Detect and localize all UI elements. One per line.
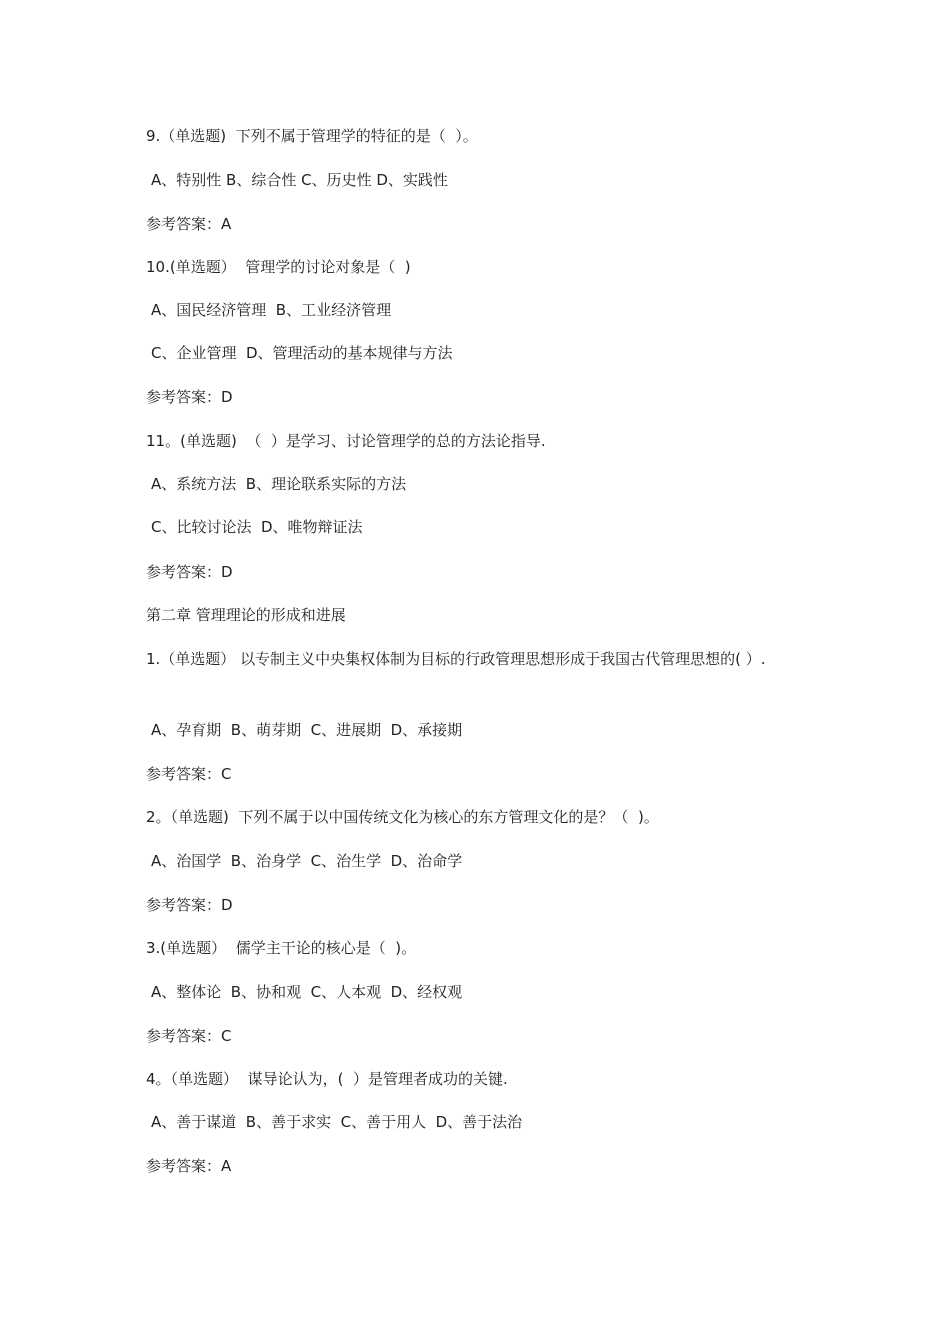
question-9-answer: 参考答案：A (146, 215, 232, 233)
ch2-question-3: 3.(单选题） 儒学主干论的核心是（ )。 (146, 939, 417, 957)
chapter-heading: 第二章 管理理论的形成和进展 (146, 606, 346, 624)
question-9: 9.（单选题) 下列不属于管理学的特征的是（ ）。 (146, 127, 478, 145)
ch2-question-4: 4。（单选题） 谋导论认为，( ）是管理者成功的关键. (146, 1070, 508, 1088)
question-10: 10.(单选题） 管理学的讨论对象是（ ) (146, 258, 411, 276)
ch2-question-4-options: A、善于谋道 B、善于求实 C、善于用人 D、善于法治 (151, 1113, 523, 1131)
question-10-options-cd: C、企业管理 D、管理活动的基本规律与方法 (151, 344, 453, 362)
ch2-question-1: 1.（单选题） 以专制主义中央集权体制为目标的行政管理思想形成于我国古代管理思想的( ）. (146, 650, 766, 668)
ch2-question-2: 2。（单选题) 下列不属于以中国传统文化为核心的东方管理文化的是？（ )。 (146, 808, 659, 826)
ch2-question-3-answer: 参考答案：C (146, 1027, 232, 1045)
question-11-answer: 参考答案：D (146, 563, 233, 581)
question-10-answer: 参考答案：D (146, 388, 233, 406)
ch2-question-3-options: A、整体论 B、协和观 C、人本观 D、经权观 (151, 983, 463, 1001)
ch2-question-1-options: A、孕育期 B、萌芽期 C、进展期 D、承接期 (151, 721, 463, 739)
question-11-options-ab: A、系统方法 B、理论联系实际的方法 (151, 475, 407, 493)
ch2-question-2-options: A、治国学 B、治身学 C、治生学 D、治命学 (151, 852, 463, 870)
question-10-options-ab: A、国民经济管理 B、工业经济管理 (151, 301, 392, 319)
ch2-question-1-answer: 参考答案：C (146, 765, 232, 783)
question-9-options: A、特别性 B、综合性 C、历史性 D、实践性 (151, 171, 448, 189)
question-11-options-cd: C、比较讨论法 D、唯物辩证法 (151, 518, 363, 536)
question-11: 11。(单选题) （ ）是学习、讨论管理学的总的方法论指导. (146, 432, 546, 450)
ch2-question-4-answer: 参考答案：A (146, 1157, 232, 1175)
ch2-question-2-answer: 参考答案：D (146, 896, 233, 914)
